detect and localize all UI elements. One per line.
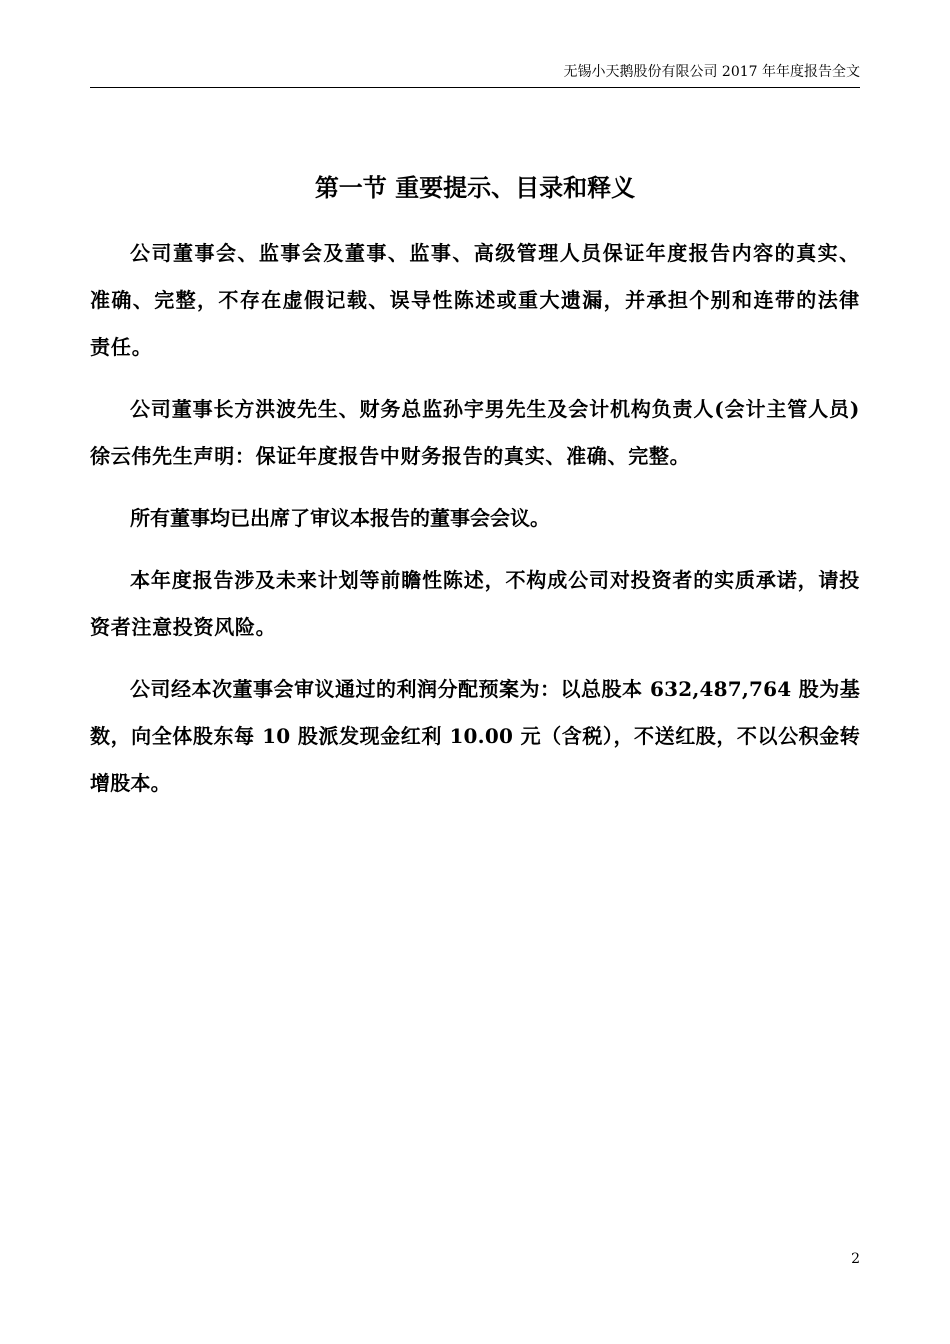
paragraph-forward-looking-risk: 本年度报告涉及未来计划等前瞻性陈述，不构成公司对投资者的实质承诺，请投资者注意投资风险。 (90, 568, 860, 639)
running-header: 无锡小天鹅股份有限公司 2017 年年度报告全文 (563, 64, 860, 80)
paragraph-profit-distribution: 公司经本次董事会审议通过的利润分配预案为：以总股本 632,487,764 股为基数，向全体股东每 10 股派发现金红利 10.00 元（含税），不送红股，不以公积金转增股本。 (90, 677, 860, 795)
section-title: 第一节 重要提示、目录和释义 (314, 173, 636, 203)
paragraph-board-attendance: 所有董事均已出席了审议本报告的董事会会议。 (130, 506, 550, 530)
page-number: 2 (851, 1251, 860, 1267)
header-rule (90, 87, 860, 88)
paragraph-executive-statement: 公司董事长方洪波先生、财务总监孙宇男先生及会计机构负责人(会计主管人员)徐云伟先生声明：保证年度报告中财务报告的真实、准确、完整。 (90, 397, 860, 468)
body-text (90, 230, 860, 822)
paragraph-board-guarantee: 公司董事会、监事会及董事、监事、高级管理人员保证年度报告内容的真实、准确、完整，不存在虚假记载、误导性陈述或重大遗漏，并承担个别和连带的法律责任。 (90, 241, 860, 359)
